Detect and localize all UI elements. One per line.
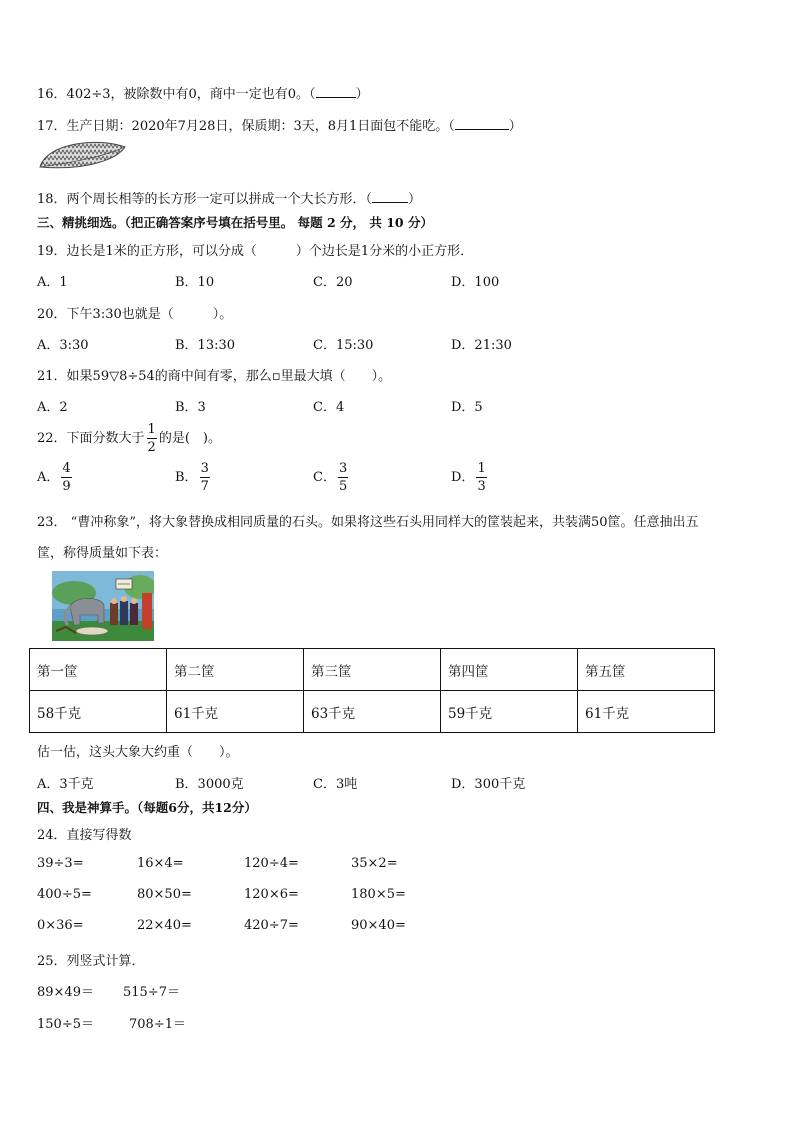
calc-item: 89×49＝ xyxy=(37,985,94,1000)
question-18-text: 18．两个周长相等的长方形一定可以拼成一个大长方形．（ xyxy=(37,192,373,207)
section-3-heading: 三、精挑细选。（把正确答案序号填在括号里。 每题 2 分， 共 10 分） xyxy=(37,215,433,230)
question-22-text: 22．下面分数大于 xyxy=(37,431,145,446)
question-21: 21．如果59▽8÷54的商中间有零，那么▫里最大填（ ）。 xyxy=(37,369,392,384)
calc-item: 35×2= xyxy=(351,856,398,871)
question-23-ask: 估一估，这头大象大约重（ ）。 xyxy=(37,745,239,760)
question-17: 17．生产日期：2020年7月28日，保质期：3天，8月1日面包不能吃。（ ） xyxy=(37,119,522,134)
option-d[interactable]: D．100 xyxy=(451,275,500,290)
calc-item: 150÷5＝ xyxy=(37,1017,94,1032)
calc-item: 0×36= xyxy=(37,918,84,933)
option-a[interactable]: A．2 xyxy=(37,400,68,415)
calc-item: 80×50= xyxy=(137,887,192,902)
option-c[interactable]: C．3吨 xyxy=(313,777,358,792)
option-c[interactable]: C．20 xyxy=(313,275,353,290)
question-24-title: 24．直接写得数 xyxy=(37,828,132,843)
option-d[interactable]: D．300千克 xyxy=(451,777,526,792)
table-header-row xyxy=(30,649,715,691)
option-b[interactable]: B． $\frac{3}{7}$ xyxy=(175,461,209,494)
question-20: 20．下午3:30也就是（ ）。 xyxy=(37,307,233,322)
option-b[interactable]: B．13:30 xyxy=(175,338,236,353)
question-18: 18．两个周长相等的长方形一定可以拼成一个大长方形．（ ） xyxy=(37,192,422,207)
question-22: 22．下面分数大于 $\frac{1}{2}$ 的是( )。 xyxy=(37,422,221,455)
answer-blank[interactable] xyxy=(372,190,408,203)
cao-chong-elephant-illustration xyxy=(52,571,154,641)
section-4-heading: 四、我是神算手。（每题6分，共12分） xyxy=(37,800,257,815)
table-header-cell: 第一筐 xyxy=(30,649,167,691)
option-d[interactable]: D． $\frac{1}{3}$ xyxy=(451,461,486,494)
calc-item: 39÷3= xyxy=(37,856,84,871)
option-b[interactable]: B．3000克 xyxy=(175,777,244,792)
table-row xyxy=(30,691,715,733)
table-cell: 63千克 xyxy=(304,691,441,733)
table-header-cell: 第二筐 xyxy=(167,649,304,691)
option-c[interactable]: C．4 xyxy=(313,400,345,415)
option-a[interactable]: A．1 xyxy=(37,275,68,290)
calc-item: 16×4= xyxy=(137,856,184,871)
table-cell: 59千克 xyxy=(441,691,578,733)
basket-weight-table xyxy=(29,648,715,733)
question-19: 19．边长是1米的正方形，可以分成（ ）个边长是1分米的小正方形． xyxy=(37,244,474,259)
question-23-line2: 筐，称得质量如下表： xyxy=(37,546,168,561)
answer-blank[interactable] xyxy=(455,117,509,130)
option-a[interactable]: A．3千克 xyxy=(37,777,94,792)
calc-item: 180×5= xyxy=(351,887,406,902)
question-17-text: 17．生产日期：2020年7月28日，保质期：3天，8月1日面包不能吃。（ xyxy=(37,119,455,134)
calc-item: 120×6= xyxy=(244,887,299,902)
option-d[interactable]: D．5 xyxy=(451,400,483,415)
question-25-title: 25．列竖式计算． xyxy=(37,954,145,969)
option-b[interactable]: B．10 xyxy=(175,275,215,290)
option-a[interactable]: A．3:30 xyxy=(37,338,89,353)
calc-item: 120÷4= xyxy=(244,856,299,871)
option-b[interactable]: B．3 xyxy=(175,400,206,415)
calc-item: 420÷7= xyxy=(244,918,299,933)
question-23-line1: 23． “曹冲称象”，将大象替换成相同质量的石头。如果将这些石头用同样大的筐装起来，共装满50筐。任意抽出五 xyxy=(37,515,699,530)
table-header-cell: 第三筐 xyxy=(304,649,441,691)
calc-item: 400÷5= xyxy=(37,887,92,902)
calc-item: 708÷1＝ xyxy=(129,1017,186,1032)
table-cell: 61千克 xyxy=(167,691,304,733)
table-header-cell: 第四筐 xyxy=(441,649,578,691)
calc-item: 22×40= xyxy=(137,918,192,933)
calc-item: 90×40= xyxy=(351,918,406,933)
table-cell: 61千克 xyxy=(578,691,715,733)
option-c[interactable]: C． $\frac{3}{5}$ xyxy=(313,461,348,494)
table-cell: 58千克 xyxy=(30,691,167,733)
question-16: 16．402÷3，被除数中有0，商中一定也有0。（ ） xyxy=(37,87,369,102)
question-16-text: 16．402÷3，被除数中有0，商中一定也有0。（ xyxy=(37,87,316,102)
table-header-cell: 第五筐 xyxy=(578,649,715,691)
bread-illustration xyxy=(37,137,129,173)
calc-item: 515÷7＝ xyxy=(123,985,180,1000)
fraction-half: $\frac{1}{2}$ xyxy=(147,422,156,455)
option-a[interactable]: A． $\frac{4}{9}$ xyxy=(37,461,71,494)
option-c[interactable]: C．15:30 xyxy=(313,338,374,353)
option-d[interactable]: D．21:30 xyxy=(451,338,512,353)
answer-blank[interactable] xyxy=(316,85,356,98)
